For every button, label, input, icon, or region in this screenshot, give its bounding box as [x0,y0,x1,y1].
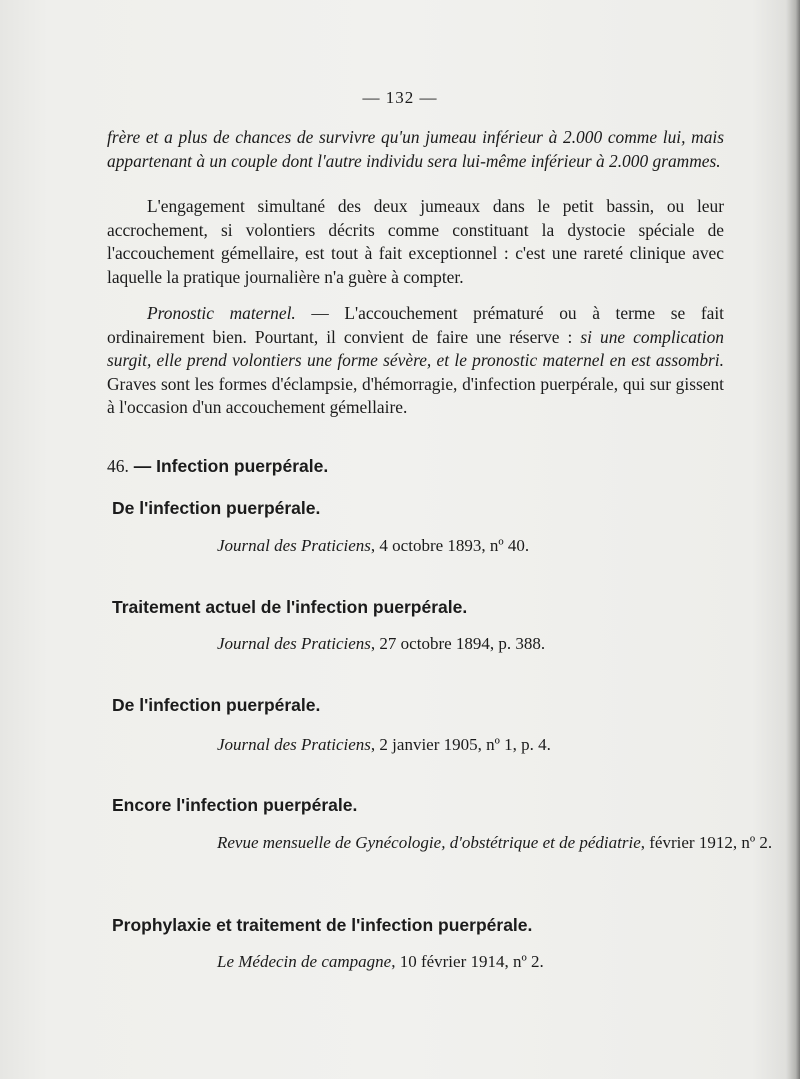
page-edge-shadow [786,0,800,1079]
entry-reference [217,536,529,556]
paragraph-text: — L'accouchement prématuré ou à terme se fait ordinairement bien. Pourtant, il convient de faire une réserve : [107,303,724,347]
paragraph-text: L'engagement simultané des deux jumeaux dans le petit bassin, ou leur accrochement, si volontiers décrits comme constituant la dystocie spéciale de l'accouchement gémellaire, est tout à fait exceptionnel : c'est une rareté clinique avec laquelle la pratique journalière n'a guère à compter. [107,196,724,287]
paragraph-text: Graves sont les formes d'éclampsie, d'hémorragie, d'infection puerpérale, qui sur gissent à l'occasion d'un accouchement gémellaire. [107,373,724,418]
entry-title: De l'infection puerpérale. [112,498,321,518]
paragraph-continuation [107,126,724,173]
entry-details: , 4 octobre 1893, nº 40. [370,536,530,555]
entry-reference [217,735,551,755]
section-title: Infection puerpérale. [156,456,329,476]
entry-source: Revue mensuelle de Gynécologie, d'obstétrique et de pédiatrie [217,833,641,852]
section-number: 46. [107,456,129,476]
entry-title: Prophylaxie et traitement de l'infection puerpérale. [112,915,533,935]
section-dash: — [128,456,157,476]
paragraph-lead: Pronostic maternel. [147,303,296,323]
paragraph-engagement [107,195,724,289]
section-heading [107,456,328,477]
entry-title: Traitement actuel de l'infection puerpérale. [112,597,468,617]
page-number: — 132 — [362,88,438,107]
entry-source: Journal des Praticiens [217,536,371,555]
entry-details: , février 1912, nº 2. [640,833,773,852]
entry-source: Le Médecin de campagne [217,952,392,971]
paragraph-pronostic-maternel [107,302,724,420]
entry-source: Journal des Praticiens [217,634,371,653]
entry-details: , 10 février 1914, nº 2. [391,952,544,971]
entry-details: , 27 octobre 1894, p. 388. [370,634,546,653]
entry-reference [217,952,544,972]
paragraph-emphasis: si une complication surgit, elle prend volontiers une forme sévère, et le pronostic maternel en est assombri. [107,326,724,371]
entry-reference [217,831,782,855]
entry-details: , 2 janvier 1905, nº 1, p. 4. [370,735,551,754]
entry-title: De l'infection puerpérale. [112,695,321,715]
paragraph-text: frère et a plus de chances de survivre qu'un jumeau inférieur à 2.000 comme lui, mais appartenant à un couple dont l'autre individu sera lui-même inférieur à 2.000 grammes. [107,127,724,171]
entry-source: Journal des Praticiens [217,735,371,754]
entry-title: Encore l'infection puerpérale. [112,795,358,815]
entry-reference [217,634,545,654]
